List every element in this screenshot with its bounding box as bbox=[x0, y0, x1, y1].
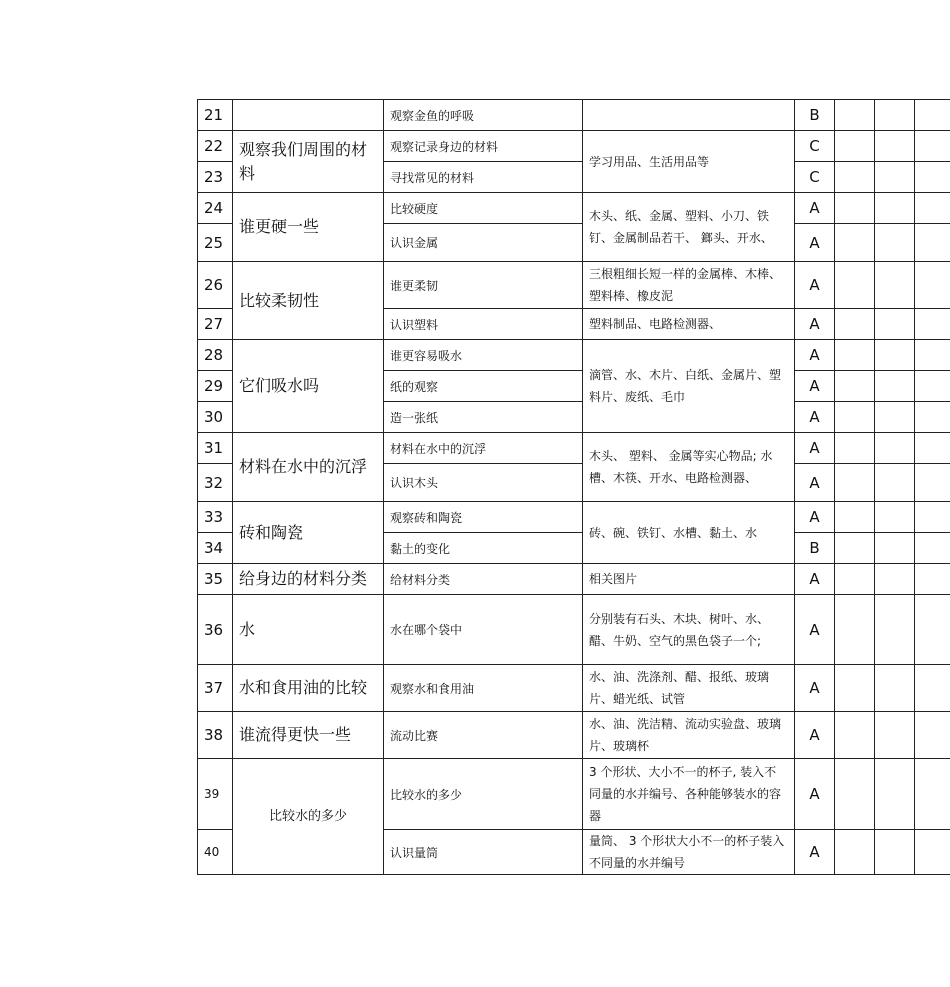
materials-cell: 砖、碗、铁钉、水槽、黏土、水 bbox=[583, 502, 795, 564]
level-badge: A bbox=[795, 759, 835, 830]
blank-cell bbox=[915, 224, 950, 262]
table-row bbox=[198, 131, 950, 162]
blank-cell bbox=[915, 131, 950, 162]
blank-cell bbox=[835, 830, 875, 875]
materials-cell-empty bbox=[583, 100, 795, 131]
level-badge: A bbox=[795, 665, 835, 712]
blank-cell bbox=[875, 433, 915, 464]
blank-cell bbox=[875, 533, 915, 564]
row-number: 30 bbox=[198, 402, 233, 433]
unit-title: 给身边的材料分类 bbox=[233, 564, 384, 595]
blank-cell bbox=[875, 502, 915, 533]
blank-cell bbox=[915, 262, 950, 309]
blank-cell bbox=[835, 564, 875, 595]
blank-cell bbox=[875, 759, 915, 830]
table-row bbox=[198, 100, 950, 131]
blank-cell bbox=[875, 224, 915, 262]
blank-cell bbox=[915, 564, 950, 595]
unit-title: 它们吸水吗 bbox=[233, 340, 384, 433]
blank-cell bbox=[915, 830, 950, 875]
experiment-name: 给材料分类 bbox=[384, 564, 583, 595]
level-badge: A bbox=[795, 309, 835, 340]
experiment-name: 认识量筒 bbox=[384, 830, 583, 875]
unit-title: 观察我们周围的材料 bbox=[233, 131, 384, 193]
row-number: 26 bbox=[198, 262, 233, 309]
experiment-name: 谁更柔韧 bbox=[384, 262, 583, 309]
level-badge: A bbox=[795, 402, 835, 433]
materials-cell: 水、油、洗涤剂、醋、报纸、玻璃片、蜡光纸、试管 bbox=[583, 665, 795, 712]
materials-cell: 学习用品、生活用品等 bbox=[583, 131, 795, 193]
materials-cell: 滴管、水、木片、白纸、金属片、塑料片、废纸、毛巾 bbox=[583, 340, 795, 433]
blank-cell bbox=[835, 402, 875, 433]
blank-cell bbox=[835, 533, 875, 564]
blank-cell bbox=[875, 193, 915, 224]
experiment-name: 水在哪个袋中 bbox=[384, 595, 583, 665]
level-badge: A bbox=[795, 433, 835, 464]
blank-cell bbox=[835, 464, 875, 502]
experiment-name: 观察水和食用油 bbox=[384, 665, 583, 712]
experiment-name: 造一张纸 bbox=[384, 402, 583, 433]
blank-cell bbox=[835, 433, 875, 464]
blank-cell bbox=[835, 371, 875, 402]
blank-cell bbox=[835, 712, 875, 759]
experiment-name: 认识金属 bbox=[384, 224, 583, 262]
experiment-name: 观察金鱼的呼吸 bbox=[384, 100, 583, 131]
unit-title: 比较柔韧性 bbox=[233, 262, 384, 340]
level-badge: A bbox=[795, 502, 835, 533]
blank-cell bbox=[915, 100, 950, 131]
table-row bbox=[198, 564, 950, 595]
blank-cell bbox=[875, 402, 915, 433]
table-row bbox=[198, 193, 950, 224]
blank-cell bbox=[835, 224, 875, 262]
blank-cell bbox=[915, 193, 950, 224]
materials-cell: 木头、纸、金属、塑料、小刀、铁钉、金属制品若干、 鎯头、开水、 bbox=[583, 193, 795, 262]
table-row bbox=[198, 340, 950, 371]
experiment-table bbox=[197, 99, 950, 875]
level-badge: A bbox=[795, 371, 835, 402]
experiment-name: 观察砖和陶瓷 bbox=[384, 502, 583, 533]
blank-cell bbox=[875, 131, 915, 162]
row-number: 39 bbox=[198, 759, 233, 830]
unit-title: 材料在水中的沉浮 bbox=[233, 433, 384, 502]
blank-cell bbox=[915, 595, 950, 665]
blank-cell bbox=[915, 665, 950, 712]
experiment-name: 认识木头 bbox=[384, 464, 583, 502]
experiment-name: 材料在水中的沉浮 bbox=[384, 433, 583, 464]
blank-cell bbox=[915, 502, 950, 533]
blank-cell bbox=[835, 502, 875, 533]
materials-cell: 量筒、 3 个形状大小不一的杯子装入不同量的水并编号 bbox=[583, 830, 795, 875]
row-number: 32 bbox=[198, 464, 233, 502]
blank-cell bbox=[875, 564, 915, 595]
blank-cell bbox=[835, 100, 875, 131]
row-number: 22 bbox=[198, 131, 233, 162]
row-number: 40 bbox=[198, 830, 233, 875]
row-number: 29 bbox=[198, 371, 233, 402]
unit-cell-empty bbox=[233, 100, 384, 131]
materials-cell: 分别装有石头、木块、树叶、水、醋、牛奶、空气的黑色袋子一个; bbox=[583, 595, 795, 665]
unit-title: 水和食用油的比较 bbox=[233, 665, 384, 712]
row-number: 34 bbox=[198, 533, 233, 564]
blank-cell bbox=[875, 371, 915, 402]
level-badge: A bbox=[795, 262, 835, 309]
level-badge: A bbox=[795, 224, 835, 262]
blank-cell bbox=[875, 595, 915, 665]
experiment-name: 寻找常见的材料 bbox=[384, 162, 583, 193]
level-badge: A bbox=[795, 712, 835, 759]
level-badge: A bbox=[795, 464, 835, 502]
blank-cell bbox=[835, 309, 875, 340]
blank-cell bbox=[875, 162, 915, 193]
table-row bbox=[198, 262, 950, 309]
materials-cell: 相关图片 bbox=[583, 564, 795, 595]
table-row bbox=[198, 759, 950, 830]
level-badge: A bbox=[795, 830, 835, 875]
experiment-name: 认识塑料 bbox=[384, 309, 583, 340]
level-badge: C bbox=[795, 162, 835, 193]
experiment-name: 黏土的变化 bbox=[384, 533, 583, 564]
table-row bbox=[198, 433, 950, 464]
materials-cell: 木头、 塑料、 金属等实心物品; 水槽、木筷、开水、电路检测器、 bbox=[583, 433, 795, 502]
blank-cell bbox=[875, 665, 915, 712]
materials-cell: 3 个形状、大小不一的杯子, 装入不同量的水并编号、各种能够装水的容器 bbox=[583, 759, 795, 830]
blank-cell bbox=[875, 464, 915, 502]
blank-cell bbox=[875, 262, 915, 309]
experiment-name: 比较硬度 bbox=[384, 193, 583, 224]
row-number: 24 bbox=[198, 193, 233, 224]
blank-cell bbox=[915, 371, 950, 402]
row-number: 28 bbox=[198, 340, 233, 371]
blank-cell bbox=[915, 759, 950, 830]
unit-title: 水 bbox=[233, 595, 384, 665]
table-row bbox=[198, 502, 950, 533]
blank-cell bbox=[915, 533, 950, 564]
level-badge: A bbox=[795, 340, 835, 371]
level-badge: A bbox=[795, 193, 835, 224]
blank-cell bbox=[835, 131, 875, 162]
blank-cell bbox=[835, 595, 875, 665]
blank-cell bbox=[915, 340, 950, 371]
level-badge: C bbox=[795, 131, 835, 162]
level-badge: B bbox=[795, 100, 835, 131]
blank-cell bbox=[915, 309, 950, 340]
blank-cell bbox=[915, 162, 950, 193]
blank-cell bbox=[915, 712, 950, 759]
row-number: 23 bbox=[198, 162, 233, 193]
row-number: 31 bbox=[198, 433, 233, 464]
row-number: 27 bbox=[198, 309, 233, 340]
experiment-name: 流动比赛 bbox=[384, 712, 583, 759]
unit-title: 谁更硬一些 bbox=[233, 193, 384, 262]
blank-cell bbox=[915, 402, 950, 433]
unit-title: 砖和陶瓷 bbox=[233, 502, 384, 564]
blank-cell bbox=[835, 665, 875, 712]
blank-cell bbox=[915, 464, 950, 502]
row-number: 33 bbox=[198, 502, 233, 533]
blank-cell bbox=[915, 433, 950, 464]
table-row bbox=[198, 595, 950, 665]
table-row bbox=[198, 665, 950, 712]
row-number: 35 bbox=[198, 564, 233, 595]
row-number: 21 bbox=[198, 100, 233, 131]
experiment-name: 谁更容易吸水 bbox=[384, 340, 583, 371]
blank-cell bbox=[835, 759, 875, 830]
level-badge: A bbox=[795, 595, 835, 665]
blank-cell bbox=[875, 830, 915, 875]
materials-cell: 三根粗细长短一样的金属棒、木棒、塑料棒、橡皮泥 bbox=[583, 262, 795, 309]
blank-cell bbox=[875, 100, 915, 131]
blank-cell bbox=[835, 193, 875, 224]
blank-cell bbox=[835, 340, 875, 371]
blank-cell bbox=[875, 309, 915, 340]
row-number: 38 bbox=[198, 712, 233, 759]
unit-title: 比较水的多少 bbox=[233, 759, 384, 875]
blank-cell bbox=[875, 340, 915, 371]
blank-cell bbox=[835, 162, 875, 193]
materials-cell: 塑料制品、电路检测器、 bbox=[583, 309, 795, 340]
table-row bbox=[198, 712, 950, 759]
blank-cell bbox=[875, 712, 915, 759]
blank-cell bbox=[835, 262, 875, 309]
experiment-name: 比较水的多少 bbox=[384, 759, 583, 830]
row-number: 37 bbox=[198, 665, 233, 712]
experiment-name: 观察记录身边的材料 bbox=[384, 131, 583, 162]
row-number: 25 bbox=[198, 224, 233, 262]
level-badge: A bbox=[795, 564, 835, 595]
row-number: 36 bbox=[198, 595, 233, 665]
experiment-name: 纸的观察 bbox=[384, 371, 583, 402]
materials-cell: 水、油、洗洁精、流动实验盘、玻璃片、玻璃杯 bbox=[583, 712, 795, 759]
unit-title: 谁流得更快一些 bbox=[233, 712, 384, 759]
level-badge: B bbox=[795, 533, 835, 564]
